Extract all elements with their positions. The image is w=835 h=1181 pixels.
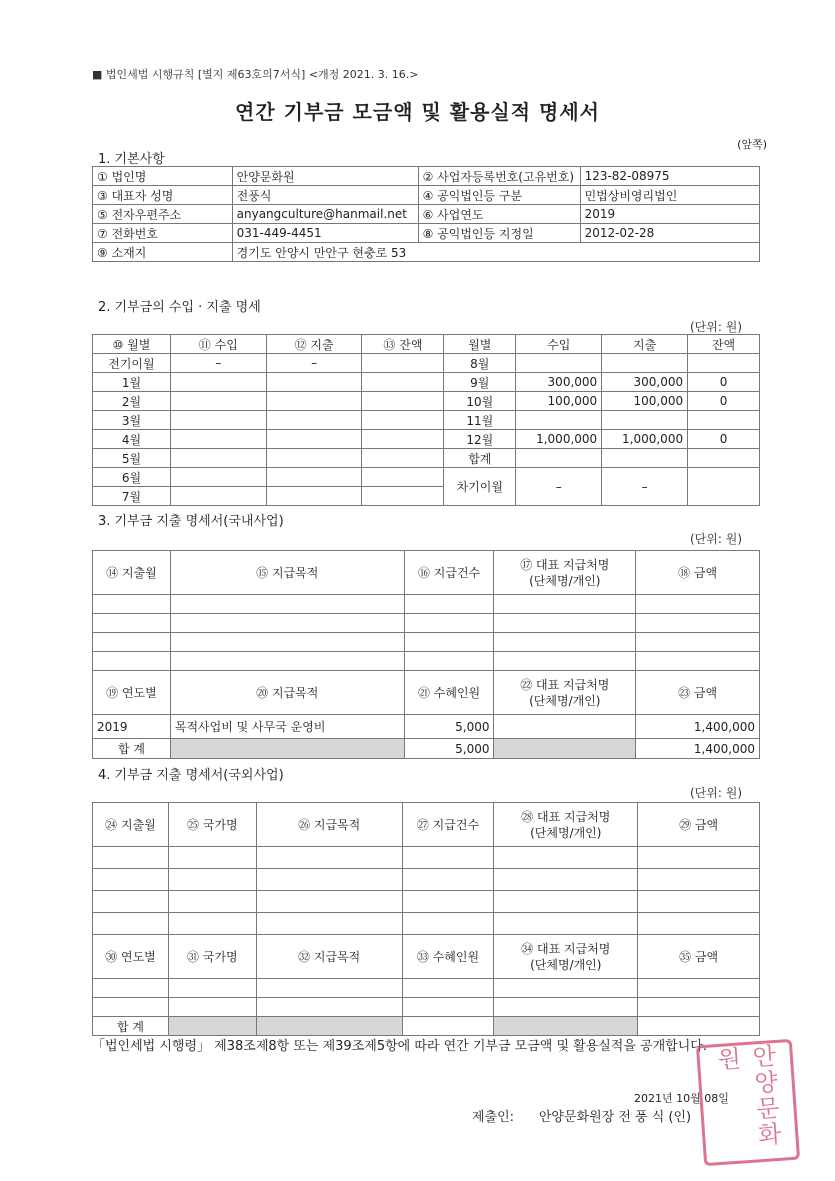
table-cell: [93, 847, 169, 869]
table-cell: 차기이월: [444, 468, 516, 506]
table-cell: [93, 891, 169, 913]
table-cell: [266, 430, 362, 449]
table-cell: 300,000: [602, 373, 688, 392]
table-cell: 목적사업비 및 사무국 운영비: [170, 715, 404, 739]
table-cell: [256, 1017, 402, 1036]
table-cell: 300,000: [516, 373, 602, 392]
page-side: (앞쪽): [737, 138, 767, 151]
table-cell: ② 사업자등록번호(고유번호): [418, 167, 580, 186]
table-cell: [402, 1017, 494, 1036]
table-cell: [168, 913, 256, 935]
table-row: [93, 373, 760, 392]
table-cell: anyangculture@hanmail.net: [232, 205, 418, 224]
submitter-label: 제출인:: [472, 1110, 515, 1125]
table-cell: 0: [688, 392, 760, 411]
table-cell: 민법상비영리법인: [580, 186, 759, 205]
table-row: [93, 1017, 760, 1036]
table-row: [93, 449, 760, 468]
table-cell: ⑫ 지출: [266, 335, 362, 354]
table-cell: [638, 891, 760, 913]
table-cell: [266, 487, 362, 506]
table-cell: [362, 411, 444, 430]
table-cell: 1,400,000: [636, 715, 760, 739]
table-cell: [170, 595, 404, 614]
table-cell: 전풍식: [232, 186, 418, 205]
table-cell: [256, 979, 402, 998]
table-cell: 3월: [93, 411, 171, 430]
table-cell: 1,000,000: [602, 430, 688, 449]
table-cell: [636, 652, 760, 671]
table-row: [93, 551, 760, 595]
table-cell: ㉖ 지급목적: [256, 803, 402, 847]
table-cell: [266, 468, 362, 487]
table-cell: 합 계: [93, 739, 171, 759]
table-cell: [404, 595, 494, 614]
table-cell: 월별: [444, 335, 516, 354]
table-cell: [170, 487, 266, 506]
table-cell: [494, 998, 638, 1017]
table-cell: [638, 979, 760, 998]
table-row: [93, 224, 760, 243]
table-cell: [402, 998, 494, 1017]
table-cell: 전기이월: [93, 354, 171, 373]
table-cell: 5,000: [404, 715, 494, 739]
basic-info-table: [92, 166, 760, 262]
table-cell: 9월: [444, 373, 516, 392]
table-cell: [170, 430, 266, 449]
table-cell: [93, 652, 171, 671]
table-cell: ㉗ 지급건수: [402, 803, 494, 847]
table-cell: [168, 998, 256, 1017]
table-cell: ㉙ 금액: [638, 803, 760, 847]
table-cell: 1월: [93, 373, 171, 392]
table-cell: [168, 869, 256, 891]
table-cell: [170, 411, 266, 430]
table-cell: [638, 869, 760, 891]
table-cell: [688, 468, 760, 506]
table-cell: [638, 1017, 760, 1036]
table-cell: [402, 869, 494, 891]
table-cell: 4월: [93, 430, 171, 449]
table-row: [93, 614, 760, 633]
foreign-expense-table: [92, 802, 760, 1036]
page-title: 연간 기부금 모금액 및 활용실적 명세서: [235, 100, 600, 124]
table-cell: [494, 847, 638, 869]
table-cell: 수입: [516, 335, 602, 354]
table-cell: [688, 449, 760, 468]
table-cell: –: [516, 468, 602, 506]
table-cell: [636, 633, 760, 652]
table-cell: ㉑ 수혜인원: [404, 671, 494, 715]
table-cell: [494, 869, 638, 891]
table-row: [93, 671, 760, 715]
table-cell: 지출: [602, 335, 688, 354]
table-cell: [402, 979, 494, 998]
table-cell: 5월: [93, 449, 171, 468]
table-row: [93, 869, 760, 891]
table-cell: 1,000,000: [516, 430, 602, 449]
section-4-unit: (단위: 원): [690, 786, 742, 800]
table-row: [93, 335, 760, 354]
submitter-line: [472, 1106, 691, 1125]
table-cell: [516, 354, 602, 373]
table-cell: ⑲ 연도별: [93, 671, 171, 715]
table-cell: ⑪ 수입: [170, 335, 266, 354]
table-cell: [362, 430, 444, 449]
table-cell: 0: [688, 430, 760, 449]
table-cell: –: [170, 354, 266, 373]
table-cell: 123-82-08975: [580, 167, 759, 186]
table-row: [93, 633, 760, 652]
section-2-title: 2. 기부금의 수입 · 지출 명세: [98, 300, 261, 315]
table-cell: [402, 891, 494, 913]
table-cell: [404, 614, 494, 633]
table-cell: [494, 913, 638, 935]
table-cell: [170, 468, 266, 487]
table-cell: [93, 595, 171, 614]
table-cell: ㉝ 수혜인원: [402, 935, 494, 979]
table-cell: ㉜ 지급목적: [256, 935, 402, 979]
table-cell: 2월: [93, 392, 171, 411]
section-3-unit: (단위: 원): [690, 532, 742, 546]
table-cell: [266, 449, 362, 468]
table-cell: [170, 652, 404, 671]
table-cell: [638, 998, 760, 1017]
table-cell: ⑩ 월별: [93, 335, 171, 354]
table-cell: [494, 595, 636, 614]
table-row: [93, 847, 760, 869]
table-cell: [93, 633, 171, 652]
table-cell: ⑨ 소재지: [93, 243, 233, 262]
section-3-title: 3. 기부금 지출 명세서(국내사업): [98, 514, 284, 529]
table-cell: ㉞ 대표 지급처명 (단체명/개인): [494, 935, 638, 979]
table-cell: ⑮ 지급목적: [170, 551, 404, 595]
table-row: [93, 739, 760, 759]
table-cell: ⑤ 전자우편주소: [93, 205, 233, 224]
table-cell: [170, 373, 266, 392]
table-cell: 5,000: [404, 739, 494, 759]
table-cell: ⑯ 지급건수: [404, 551, 494, 595]
table-cell: [93, 998, 169, 1017]
table-row: [93, 392, 760, 411]
table-cell: [266, 392, 362, 411]
table-cell: [168, 1017, 256, 1036]
table-row: [93, 205, 760, 224]
table-cell: 합계: [444, 449, 516, 468]
table-cell: [494, 891, 638, 913]
table-row: [93, 913, 760, 935]
table-cell: 합 계: [93, 1017, 169, 1036]
table-cell: [602, 449, 688, 468]
table-cell: 6월: [93, 468, 171, 487]
table-cell: [494, 979, 638, 998]
table-cell: [636, 595, 760, 614]
table-cell: ⑭ 지출월: [93, 551, 171, 595]
table-cell: ㉛ 국가명: [168, 935, 256, 979]
table-cell: [170, 614, 404, 633]
table-cell: [638, 847, 760, 869]
table-cell: ⑧ 공익법인등 지정일: [418, 224, 580, 243]
table-cell: [256, 913, 402, 935]
table-cell: [93, 913, 169, 935]
table-cell: [688, 411, 760, 430]
table-cell: [93, 869, 169, 891]
section-1-title: 1. 기본사항: [98, 152, 165, 167]
table-row: [93, 167, 760, 186]
table-cell: [402, 913, 494, 935]
table-cell: 2012-02-28: [580, 224, 759, 243]
table-cell: [688, 354, 760, 373]
table-cell: [638, 913, 760, 935]
table-row: [93, 411, 760, 430]
table-cell: ㉟ 금액: [638, 935, 760, 979]
table-row: [93, 430, 760, 449]
table-cell: [170, 392, 266, 411]
table-cell: ㉘ 대표 지급처명 (단체명/개인): [494, 803, 638, 847]
table-cell: [168, 891, 256, 913]
table-cell: ⑳ 지급목적: [170, 671, 404, 715]
table-row: [93, 595, 760, 614]
table-cell: [93, 979, 169, 998]
table-cell: [93, 614, 171, 633]
table-cell: [494, 715, 636, 739]
table-row: [93, 998, 760, 1017]
table-row: [93, 186, 760, 205]
section-2-unit: (단위: 원): [690, 320, 742, 334]
table-cell: [516, 449, 602, 468]
table-cell: [494, 652, 636, 671]
table-cell: 1,400,000: [636, 739, 760, 759]
table-row: [93, 354, 760, 373]
table-cell: ㉒ 대표 지급처명 (단체명/개인): [494, 671, 636, 715]
table-cell: [362, 449, 444, 468]
table-cell: ㉚ 연도별: [93, 935, 169, 979]
income-expense-table: [92, 334, 760, 506]
submit-date: 2021년 10월 08일: [634, 1092, 729, 1105]
table-cell: [362, 468, 444, 487]
table-cell: [256, 998, 402, 1017]
domestic-expense-table: [92, 550, 760, 759]
table-cell: 잔액: [688, 335, 760, 354]
form-reference: ■ 법인세법 시행규칙 [별지 제63호의7서식] <개정 2021. 3. 16.>: [92, 68, 419, 81]
table-cell: [256, 869, 402, 891]
table-cell: ③ 대표자 성명: [93, 186, 233, 205]
table-cell: 100,000: [516, 392, 602, 411]
table-cell: [168, 847, 256, 869]
table-cell: 100,000: [602, 392, 688, 411]
table-cell: [494, 1017, 638, 1036]
table-row: [93, 468, 760, 487]
table-cell: 2019: [93, 715, 171, 739]
table-cell: [266, 373, 362, 392]
table-cell: 0: [688, 373, 760, 392]
table-cell: [402, 847, 494, 869]
table-cell: ⑱ 금액: [636, 551, 760, 595]
table-cell: ⑥ 사업연도: [418, 205, 580, 224]
table-cell: ⑬ 잔액: [362, 335, 444, 354]
table-row: [93, 715, 760, 739]
table-cell: 031-449-4451: [232, 224, 418, 243]
table-cell: ⑰ 대표 지급처명 (단체명/개인): [494, 551, 636, 595]
table-row: [93, 935, 760, 979]
table-cell: [170, 633, 404, 652]
table-cell: [170, 449, 266, 468]
statement: 「법인세법 시행령」 제38조제8항 또는 제39조제5항에 따라 연간 기부금 모금액 및 활용실적을 공개합니다.: [92, 1039, 707, 1054]
table-cell: [602, 354, 688, 373]
table-cell: 경기도 안양시 만안구 현충로 53: [232, 243, 759, 262]
table-cell: [168, 979, 256, 998]
table-cell: –: [266, 354, 362, 373]
table-cell: [494, 633, 636, 652]
table-cell: [636, 614, 760, 633]
table-cell: [516, 411, 602, 430]
table-cell: [602, 411, 688, 430]
submitter-name: 안양문화원장 전 풍 식 (인): [538, 1110, 692, 1125]
table-cell: ㉕ 국가명: [168, 803, 256, 847]
table-cell: [170, 739, 404, 759]
table-cell: ㉔ 지출월: [93, 803, 169, 847]
table-cell: ㉓ 금액: [636, 671, 760, 715]
table-cell: [404, 652, 494, 671]
table-cell: [404, 633, 494, 652]
table-cell: 2019: [580, 205, 759, 224]
table-cell: ① 법인명: [93, 167, 233, 186]
table-cell: –: [602, 468, 688, 506]
table-cell: ⑦ 전화번호: [93, 224, 233, 243]
table-cell: 안양문화원: [232, 167, 418, 186]
table-cell: 11월: [444, 411, 516, 430]
table-cell: [362, 487, 444, 506]
table-cell: 7월: [93, 487, 171, 506]
table-cell: [256, 891, 402, 913]
table-cell: [494, 739, 636, 759]
section-4-title: 4. 기부금 지출 명세서(국외사업): [98, 768, 284, 783]
table-cell: [494, 614, 636, 633]
table-cell: 12월: [444, 430, 516, 449]
table-row: [93, 243, 760, 262]
table-cell: 10월: [444, 392, 516, 411]
table-cell: [362, 392, 444, 411]
table-cell: [362, 373, 444, 392]
table-row: [93, 803, 760, 847]
table-cell: [256, 847, 402, 869]
table-cell: 8월: [444, 354, 516, 373]
table-row: [93, 979, 760, 998]
table-row: [93, 891, 760, 913]
table-cell: ④ 공익법인등 구분: [418, 186, 580, 205]
table-row: [93, 652, 760, 671]
official-seal: 안양문화원: [696, 1039, 800, 1166]
table-cell: [362, 354, 444, 373]
table-cell: [266, 411, 362, 430]
